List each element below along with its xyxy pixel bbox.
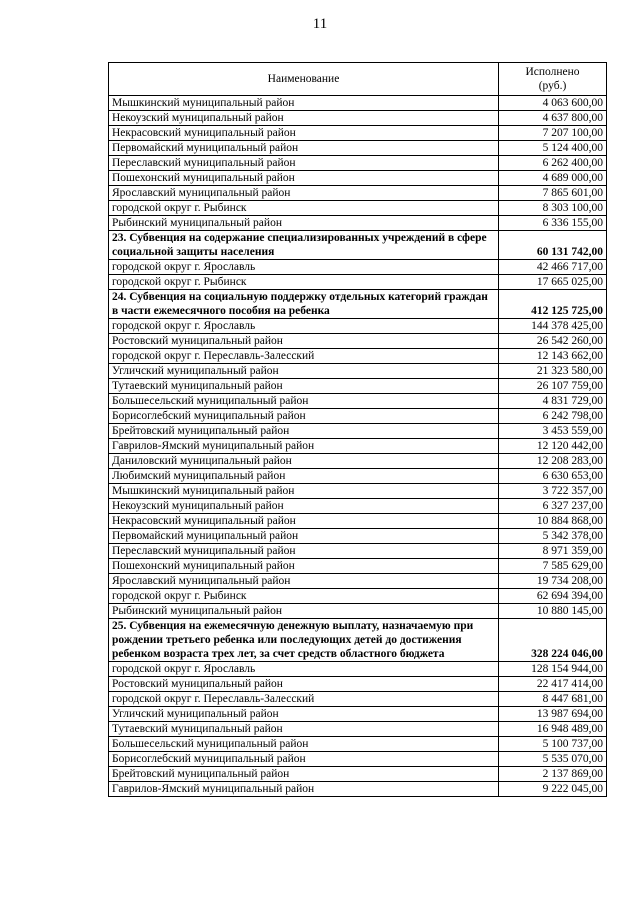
recipient-name: Тутаевский муниципальный район: [109, 722, 499, 737]
table-row: [109, 171, 607, 186]
amount-cell: 4 689 000,00: [499, 171, 607, 186]
table-row: [109, 604, 607, 619]
amount-cell: 6 327 237,00: [499, 499, 607, 514]
section-title: 23. Субвенция на содержание специализированных учреждений в сфере социальной защиты населения: [109, 231, 499, 260]
amount-cell: 5 535 070,00: [499, 752, 607, 767]
recipient-name: Борисоглебский муниципальный район: [109, 752, 499, 767]
recipient-name: городской округ г. Рыбинск: [109, 201, 499, 216]
section-row: [109, 231, 607, 260]
table-row: [109, 737, 607, 752]
table-row: [109, 141, 607, 156]
amount-cell: 12 120 442,00: [499, 439, 607, 454]
table-row: [109, 439, 607, 454]
amount-cell: 8 971 359,00: [499, 544, 607, 559]
column-header-name: Наименование: [109, 63, 499, 96]
table-row: [109, 782, 607, 797]
recipient-name: Первомайский муниципальный район: [109, 141, 499, 156]
table-body: [109, 96, 607, 797]
recipient-name: Ростовский муниципальный район: [109, 334, 499, 349]
table-row: [109, 334, 607, 349]
recipient-name: Брейтовский муниципальный район: [109, 767, 499, 782]
recipient-name: Ярославский муниципальный район: [109, 186, 499, 201]
recipient-name: городской округ г. Переславль-Залесский: [109, 349, 499, 364]
amount-cell: 4 063 600,00: [499, 96, 607, 111]
amount-cell: 26 542 260,00: [499, 334, 607, 349]
table-row: [109, 722, 607, 737]
amount-cell: 12 143 662,00: [499, 349, 607, 364]
recipient-name: городской округ г. Ярославль: [109, 662, 499, 677]
section-total: 328 224 046,00: [499, 619, 607, 662]
table-row: [109, 424, 607, 439]
recipient-name: Гаврилов-Ямский муниципальный район: [109, 439, 499, 454]
recipient-name: городской округ г. Рыбинск: [109, 275, 499, 290]
recipient-name: Борисоглебский муниципальный район: [109, 409, 499, 424]
amount-cell: 13 987 694,00: [499, 707, 607, 722]
recipient-name: Некоузский муниципальный район: [109, 111, 499, 126]
recipient-name: Тутаевский муниципальный район: [109, 379, 499, 394]
amount-cell: 22 417 414,00: [499, 677, 607, 692]
table-row: [109, 409, 607, 424]
table-row: [109, 156, 607, 171]
recipient-name: Пошехонский муниципальный район: [109, 171, 499, 186]
table-row: [109, 574, 607, 589]
table-row: [109, 484, 607, 499]
recipient-name: Брейтовский муниципальный район: [109, 424, 499, 439]
table-row: [109, 469, 607, 484]
recipient-name: Мышкинский муниципальный район: [109, 484, 499, 499]
table-row: [109, 186, 607, 201]
recipient-name: городской округ г. Рыбинск: [109, 589, 499, 604]
table-row: [109, 216, 607, 231]
budget-execution-table: [108, 62, 607, 797]
table-row: [109, 364, 607, 379]
table-row: [109, 275, 607, 290]
amount-cell: 3 453 559,00: [499, 424, 607, 439]
recipient-name: Большесельский муниципальный район: [109, 394, 499, 409]
recipient-name: Ярославский муниципальный район: [109, 574, 499, 589]
table-row: [109, 559, 607, 574]
table-row: [109, 379, 607, 394]
recipient-name: Угличский муниципальный район: [109, 707, 499, 722]
amount-cell: 3 722 357,00: [499, 484, 607, 499]
table-row: [109, 707, 607, 722]
section-total: 60 131 742,00: [499, 231, 607, 260]
amount-cell: 5 124 400,00: [499, 141, 607, 156]
amount-cell: 128 154 944,00: [499, 662, 607, 677]
table-row: [109, 662, 607, 677]
table-row: [109, 126, 607, 141]
table-row: [109, 514, 607, 529]
amount-cell: 4 831 729,00: [499, 394, 607, 409]
table-row: [109, 111, 607, 126]
amount-cell: 12 208 283,00: [499, 454, 607, 469]
amount-cell: 6 262 400,00: [499, 156, 607, 171]
amount-cell: 144 378 425,00: [499, 319, 607, 334]
table-row: [109, 692, 607, 707]
section-total: 412 125 725,00: [499, 290, 607, 319]
table-row: [109, 454, 607, 469]
recipient-name: городской округ г. Ярославль: [109, 319, 499, 334]
amount-cell: 17 665 025,00: [499, 275, 607, 290]
table-row: [109, 677, 607, 692]
table-row: [109, 96, 607, 111]
recipient-name: Некоузский муниципальный район: [109, 499, 499, 514]
amount-cell: 6 336 155,00: [499, 216, 607, 231]
amount-cell: 16 948 489,00: [499, 722, 607, 737]
recipient-name: Первомайский муниципальный район: [109, 529, 499, 544]
column-header-amount-title: Исполнено: [525, 66, 580, 78]
recipient-name: Гаврилов-Ямский муниципальный район: [109, 782, 499, 797]
recipient-name: Переславский муниципальный район: [109, 156, 499, 171]
amount-cell: 7 585 629,00: [499, 559, 607, 574]
amount-cell: 5 342 378,00: [499, 529, 607, 544]
recipient-name: Пошехонский муниципальный район: [109, 559, 499, 574]
recipient-name: Переславский муниципальный район: [109, 544, 499, 559]
recipient-name: Рыбинский муниципальный район: [109, 216, 499, 231]
amount-cell: 2 137 869,00: [499, 767, 607, 782]
amount-cell: 7 207 100,00: [499, 126, 607, 141]
table-row: [109, 767, 607, 782]
recipient-name: Некрасовский муниципальный район: [109, 514, 499, 529]
amount-cell: 21 323 580,00: [499, 364, 607, 379]
table-row: [109, 349, 607, 364]
column-header-amount-unit: (руб.): [538, 80, 567, 92]
table-row: [109, 394, 607, 409]
amount-cell: 7 865 601,00: [499, 186, 607, 201]
recipient-name: Мышкинский муниципальный район: [109, 96, 499, 111]
table-row: [109, 544, 607, 559]
recipient-name: Угличский муниципальный район: [109, 364, 499, 379]
amount-cell: 42 466 717,00: [499, 260, 607, 275]
recipient-name: Даниловский муниципальный район: [109, 454, 499, 469]
table-row: [109, 260, 607, 275]
column-header-amount: [499, 63, 607, 96]
amount-cell: 6 630 653,00: [499, 469, 607, 484]
page-number: 11: [312, 16, 328, 32]
amount-cell: 5 100 737,00: [499, 737, 607, 752]
amount-cell: 62 694 394,00: [499, 589, 607, 604]
recipient-name: городской округ г. Переславль-Залесский: [109, 692, 499, 707]
amount-cell: 9 222 045,00: [499, 782, 607, 797]
table-row: [109, 201, 607, 216]
table-row: [109, 499, 607, 514]
section-row: [109, 619, 607, 662]
amount-cell: 8 303 100,00: [499, 201, 607, 216]
recipient-name: Большесельский муниципальный район: [109, 737, 499, 752]
recipient-name: Ростовский муниципальный район: [109, 677, 499, 692]
recipient-name: городской округ г. Ярославль: [109, 260, 499, 275]
amount-cell: 6 242 798,00: [499, 409, 607, 424]
recipient-name: Любимский муниципальный район: [109, 469, 499, 484]
section-title: 24. Субвенция на социальную поддержку отдельных категорий граждан в части ежемесячного пособия на ребенка: [109, 290, 499, 319]
amount-cell: 10 880 145,00: [499, 604, 607, 619]
amount-cell: 19 734 208,00: [499, 574, 607, 589]
recipient-name: Рыбинский муниципальный район: [109, 604, 499, 619]
amount-cell: 10 884 868,00: [499, 514, 607, 529]
section-row: [109, 290, 607, 319]
table-row: [109, 319, 607, 334]
amount-cell: 8 447 681,00: [499, 692, 607, 707]
section-title: 25. Субвенция на ежемесячную денежную выплату, назначаемую при рождении третьего ребенка или последующих детей до достижения ребенком возраста трех лет, за счет средств областного бюджета: [109, 619, 499, 662]
table-header-row: [109, 63, 607, 96]
table-row: [109, 529, 607, 544]
amount-cell: 26 107 759,00: [499, 379, 607, 394]
table-row: [109, 589, 607, 604]
amount-cell: 4 637 800,00: [499, 111, 607, 126]
table-row: [109, 752, 607, 767]
recipient-name: Некрасовский муниципальный район: [109, 126, 499, 141]
